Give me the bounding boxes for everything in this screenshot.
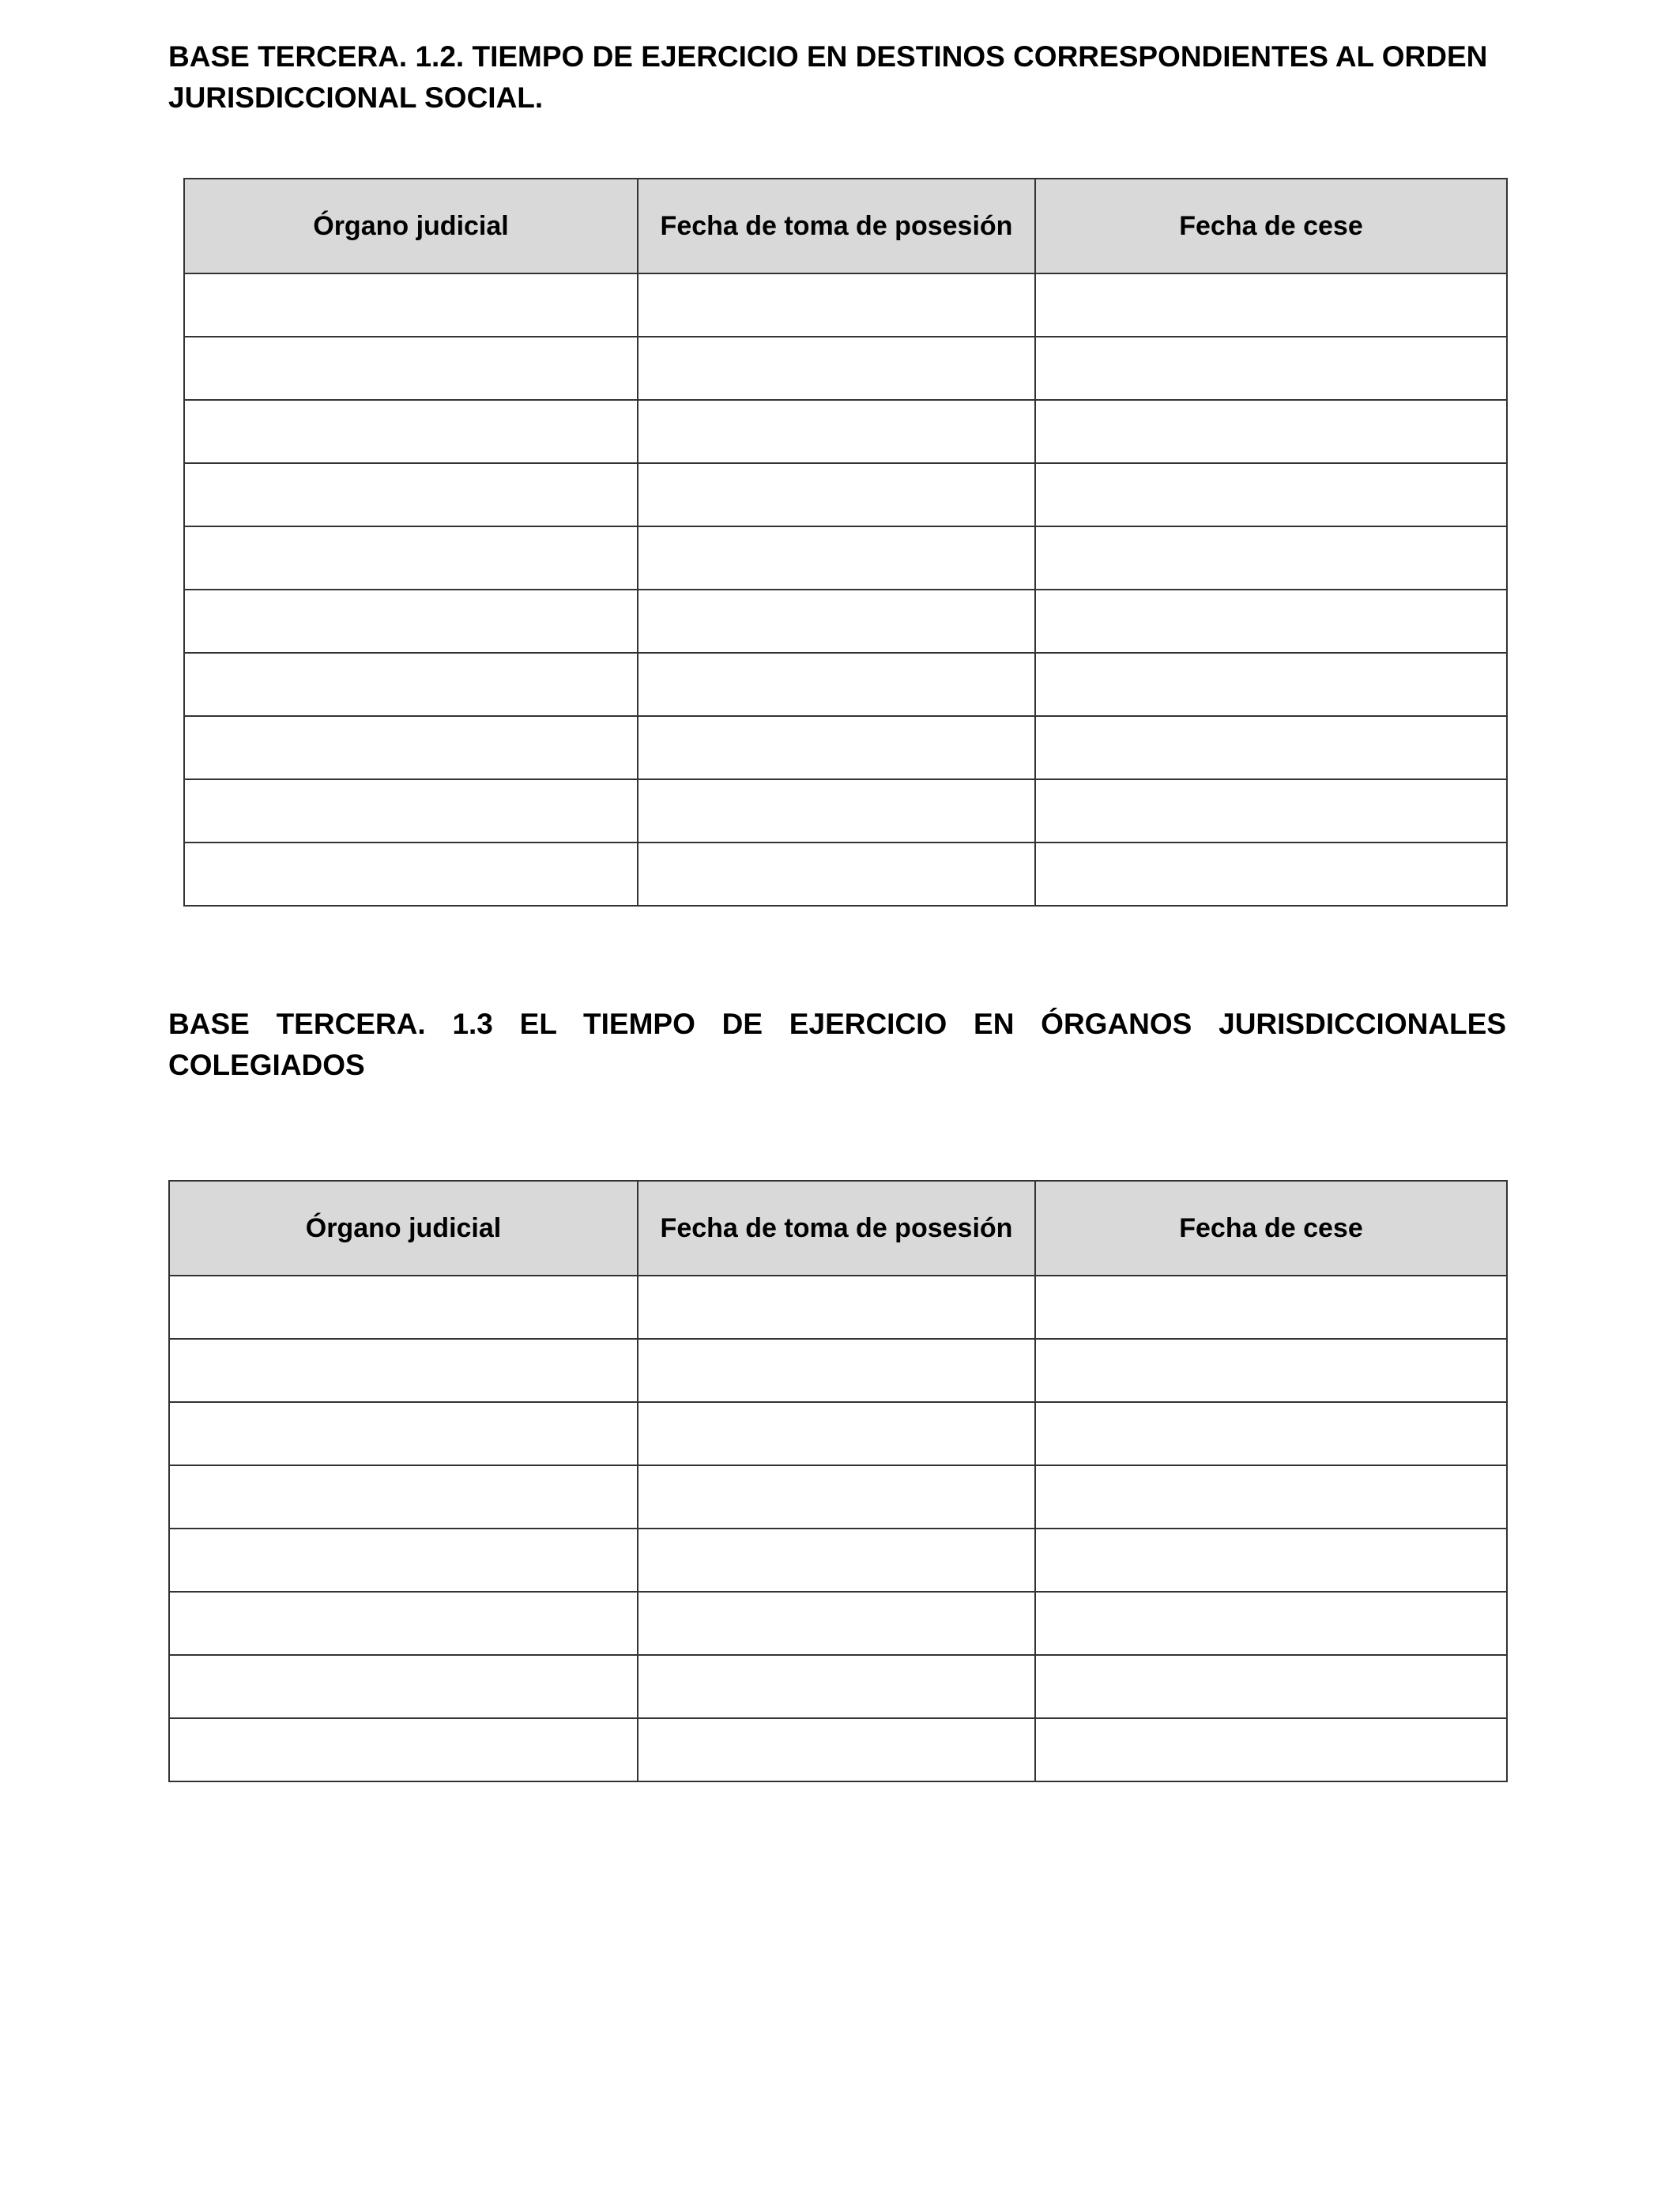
cell-fecha-cese[interactable] bbox=[1035, 653, 1507, 716]
cell-fecha-toma-posesion[interactable] bbox=[638, 1339, 1035, 1402]
table-row bbox=[184, 400, 1507, 463]
table-row bbox=[184, 779, 1507, 843]
column-header-organo: Órgano judicial bbox=[184, 179, 638, 273]
cell-fecha-cese[interactable] bbox=[1035, 843, 1507, 906]
cell-organo-judicial[interactable] bbox=[184, 779, 638, 843]
cell-fecha-toma-posesion[interactable] bbox=[638, 1655, 1035, 1718]
table-row bbox=[184, 337, 1507, 400]
cell-fecha-toma-posesion[interactable] bbox=[638, 779, 1035, 843]
cell-fecha-cese[interactable] bbox=[1035, 1465, 1507, 1529]
cell-fecha-cese[interactable] bbox=[1035, 1592, 1507, 1655]
cell-fecha-cese[interactable] bbox=[1035, 463, 1507, 526]
table-row bbox=[184, 590, 1507, 653]
cell-fecha-cese[interactable] bbox=[1035, 1718, 1507, 1781]
cell-organo-judicial[interactable] bbox=[184, 590, 638, 653]
cell-fecha-toma-posesion[interactable] bbox=[638, 1465, 1035, 1529]
cell-fecha-cese[interactable] bbox=[1035, 526, 1507, 590]
cell-fecha-toma-posesion[interactable] bbox=[638, 273, 1035, 337]
table-row bbox=[169, 1529, 1507, 1592]
cell-fecha-toma-posesion[interactable] bbox=[638, 1276, 1035, 1339]
cell-fecha-cese[interactable] bbox=[1035, 716, 1507, 779]
cell-organo-judicial[interactable] bbox=[184, 463, 638, 526]
cell-fecha-cese[interactable] bbox=[1035, 337, 1507, 400]
table-collegiate-organs bbox=[168, 1180, 1508, 1782]
cell-fecha-toma-posesion[interactable] bbox=[638, 337, 1035, 400]
column-header-fecha-cese: Fecha de cese bbox=[1035, 1181, 1507, 1276]
cell-fecha-cese[interactable] bbox=[1035, 273, 1507, 337]
table-row bbox=[184, 716, 1507, 779]
cell-fecha-cese[interactable] bbox=[1035, 1276, 1507, 1339]
cell-organo-judicial[interactable] bbox=[169, 1592, 638, 1655]
table-row bbox=[184, 653, 1507, 716]
table-row bbox=[184, 526, 1507, 590]
table-social-destinations bbox=[183, 178, 1508, 907]
cell-fecha-toma-posesion[interactable] bbox=[638, 653, 1035, 716]
cell-organo-judicial[interactable] bbox=[184, 716, 638, 779]
cell-organo-judicial[interactable] bbox=[169, 1339, 638, 1402]
table-row bbox=[169, 1592, 1507, 1655]
table-header-row bbox=[184, 179, 1507, 273]
column-header-fecha-toma: Fecha de toma de posesión bbox=[638, 1181, 1035, 1276]
cell-fecha-toma-posesion[interactable] bbox=[638, 843, 1035, 906]
table-row bbox=[169, 1718, 1507, 1781]
table-row bbox=[169, 1465, 1507, 1529]
cell-fecha-toma-posesion[interactable] bbox=[638, 463, 1035, 526]
column-header-fecha-cese: Fecha de cese bbox=[1035, 179, 1507, 273]
cell-fecha-toma-posesion[interactable] bbox=[638, 1529, 1035, 1592]
table-row bbox=[169, 1655, 1507, 1718]
table-header-row bbox=[169, 1181, 1507, 1276]
cell-fecha-toma-posesion[interactable] bbox=[638, 590, 1035, 653]
section-heading-social: BASE TERCERA. 1.2. TIEMPO DE EJERCICIO EN DESTINOS CORRESPONDIENTES AL ORDEN JURISDICCIONAL SOCIAL. bbox=[168, 40, 1488, 114]
cell-fecha-toma-posesion[interactable] bbox=[638, 1592, 1035, 1655]
cell-fecha-cese[interactable] bbox=[1035, 400, 1507, 463]
cell-fecha-toma-posesion[interactable] bbox=[638, 526, 1035, 590]
cell-organo-judicial[interactable] bbox=[169, 1276, 638, 1339]
cell-organo-judicial[interactable] bbox=[184, 653, 638, 716]
table-row bbox=[184, 843, 1507, 906]
cell-fecha-toma-posesion[interactable] bbox=[638, 1718, 1035, 1781]
cell-organo-judicial[interactable] bbox=[169, 1402, 638, 1465]
cell-organo-judicial[interactable] bbox=[169, 1529, 638, 1592]
cell-fecha-toma-posesion[interactable] bbox=[638, 1402, 1035, 1465]
cell-organo-judicial[interactable] bbox=[184, 843, 638, 906]
cell-fecha-cese[interactable] bbox=[1035, 1655, 1507, 1718]
table-row bbox=[169, 1339, 1507, 1402]
cell-fecha-cese[interactable] bbox=[1035, 779, 1507, 843]
cell-fecha-toma-posesion[interactable] bbox=[638, 400, 1035, 463]
cell-fecha-cese[interactable] bbox=[1035, 1339, 1507, 1402]
cell-fecha-cese[interactable] bbox=[1035, 1402, 1507, 1465]
table-row bbox=[184, 463, 1507, 526]
column-header-fecha-toma: Fecha de toma de posesión bbox=[638, 179, 1035, 273]
table-row bbox=[169, 1276, 1507, 1339]
cell-organo-judicial[interactable] bbox=[169, 1465, 638, 1529]
cell-organo-judicial[interactable] bbox=[169, 1655, 638, 1718]
cell-organo-judicial[interactable] bbox=[169, 1718, 638, 1781]
table-body bbox=[184, 273, 1507, 906]
cell-fecha-toma-posesion[interactable] bbox=[638, 716, 1035, 779]
table-row bbox=[184, 273, 1507, 337]
cell-organo-judicial[interactable] bbox=[184, 337, 638, 400]
cell-organo-judicial[interactable] bbox=[184, 273, 638, 337]
table-body bbox=[169, 1276, 1507, 1781]
column-header-organo: Órgano judicial bbox=[169, 1181, 638, 1276]
cell-organo-judicial[interactable] bbox=[184, 400, 638, 463]
cell-fecha-cese[interactable] bbox=[1035, 1529, 1507, 1592]
cell-fecha-cese[interactable] bbox=[1035, 590, 1507, 653]
section-heading-colegiados: BASE TERCERA. 1.3 EL TIEMPO DE EJERCICIO EN ÓRGANOS JURISDICCIONALES COLEGIADOS bbox=[168, 1008, 1506, 1081]
table-row bbox=[169, 1402, 1507, 1465]
cell-organo-judicial[interactable] bbox=[184, 526, 638, 590]
